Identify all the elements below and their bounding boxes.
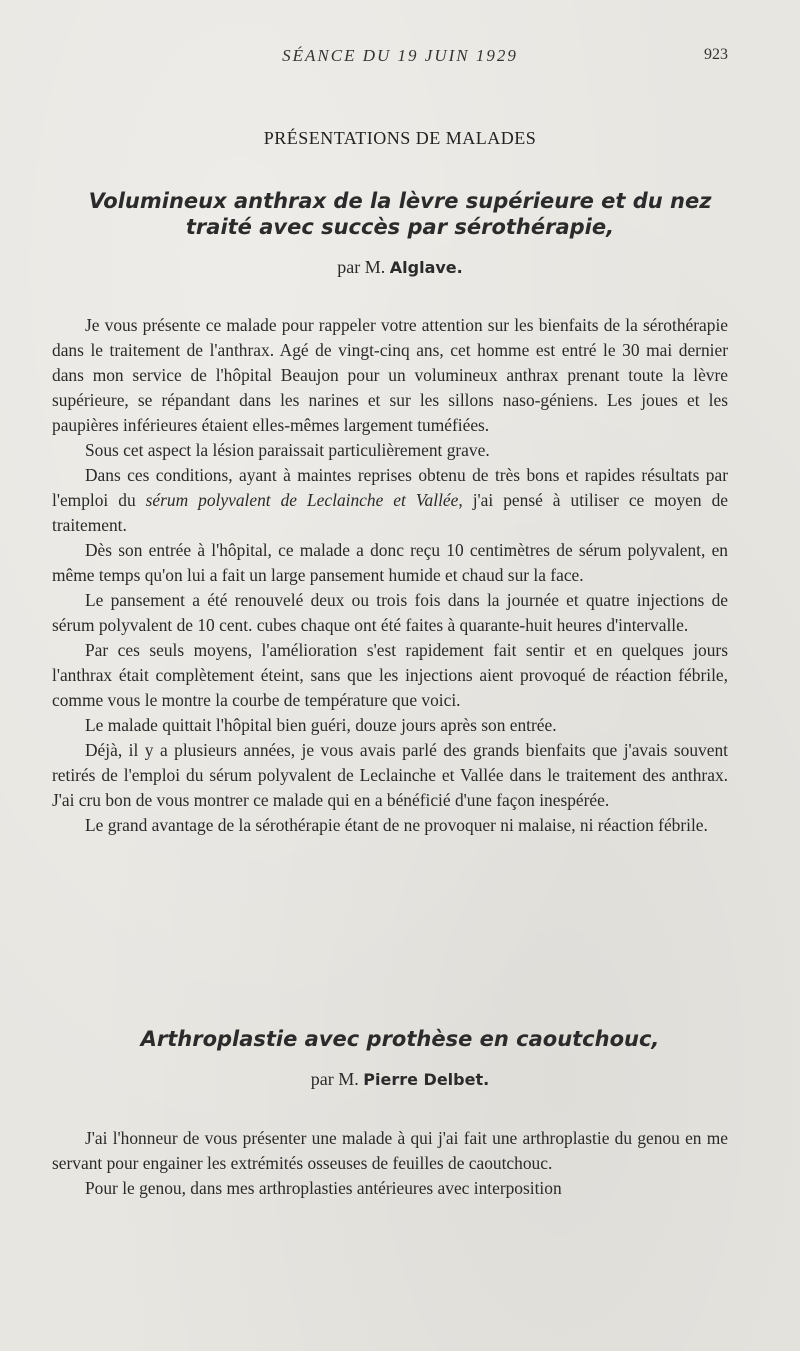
article1-byline-prefix: par M. (337, 257, 386, 277)
article1-para3-before: Dans ces conditions, ayant à maintes reprises obtenu de très bons et rapides résultats par l'emploi du (52, 465, 728, 510)
page-number: 923 (704, 46, 728, 63)
article2-body (52, 1126, 728, 1201)
article1-paragraph: Je vous présente ce malade pour rappeler votre attention sur les bienfaits de la sérothérapie dans le traitement de l'anthrax. Agé de vingt-cinq ans, cet homme est entré le 30 mai dernier dans mon service de l'hôpital Beaujon pour un volumineux anthrax prenant toute la lèvre supérieure, se répandant dans les narines et sur les sillons naso-géniens. Les joues et les paupières inférieures étaient elles-mêmes largement tuméfiées. (52, 315, 728, 435)
article2-paragraph: Pour le genou, dans mes arthroplasties antérieures avec interposition (85, 1178, 562, 1198)
article1-paragraph: Le grand avantage de la sérothérapie étant de ne provoquer ni malaise, ni réaction fébrile. (85, 815, 708, 835)
article2-author: Pierre Delbet. (363, 1070, 490, 1089)
serum-reference: sérum polyvalent de Leclainche et Vallée, (145, 490, 463, 510)
article2-title: Arthroplastie avec prothèse en caoutchouc, (140, 1027, 660, 1051)
article1-paragraph: Le malade quittait l'hôpital bien guéri, douze jours après son entrée. (85, 715, 557, 735)
article1-para3-after: j'ai pensé à utiliser ce moyen de traitement. (52, 490, 729, 535)
article1-paragraph: Le pansement a été renouvelé deux ou trois fois dans la journée et quatre injections de sérum polyvalent de 10 cent. cubes chaque ont été faites à quarante-huit heures d'intervalle. (52, 590, 728, 635)
article1-author: Alglave. (389, 258, 463, 277)
article2-byline (0, 1069, 800, 1090)
article1-paragraph-italic-ref (52, 463, 728, 538)
article2-paragraph: J'ai l'honneur de vous présenter une malade à qui j'ai fait une arthroplastie du genou en me servant pour engainer les extrémités osseuses de feuilles de caoutchouc. (52, 1128, 728, 1173)
article1-paragraph: Déjà, il y a plusieurs années, je vous avais parlé des grands bienfaits que j'avais souvent retirés de l'emploi du sérum polyvalent de Leclainche et Vallée dans le traitement des anthrax. J'ai cru bon de vous montrer ce malade qui en a bénéficié d'une façon inespérée. (52, 740, 728, 810)
article2-byline-prefix: par M. (310, 1069, 359, 1089)
article1-paragraph: Dès son entrée à l'hôpital, ce malade a donc reçu 10 centimètres de sérum polyvalent, en même temps qu'on lui a fait un large pansement humide et chaud sur la face. (52, 540, 728, 585)
article1-paragraph: Par ces seuls moyens, l'amélioration s'est rapidement fait sentir et en quelques jours l'anthrax était complètement éteint, sans que les injections aient provoqué de réaction fébrile, comme vous le montre la courbe de température que voici. (52, 640, 728, 710)
running-title: SÉANCE DU 19 JUIN 1929 (282, 46, 518, 65)
article1-title (80, 188, 720, 240)
article1-paragraph: Sous cet aspect la lésion paraissait particulièrement grave. (85, 440, 490, 460)
article1-title-line1: Volumineux anthrax de la lèvre supérieure et du nez (88, 189, 712, 213)
running-head (0, 46, 800, 72)
article1-byline (0, 257, 800, 278)
article1-body (52, 313, 728, 838)
section-heading: PRÉSENTATIONS DE MALADES (263, 128, 537, 148)
article1-title-line2: traité avec succès par sérothérapie, (185, 215, 615, 239)
